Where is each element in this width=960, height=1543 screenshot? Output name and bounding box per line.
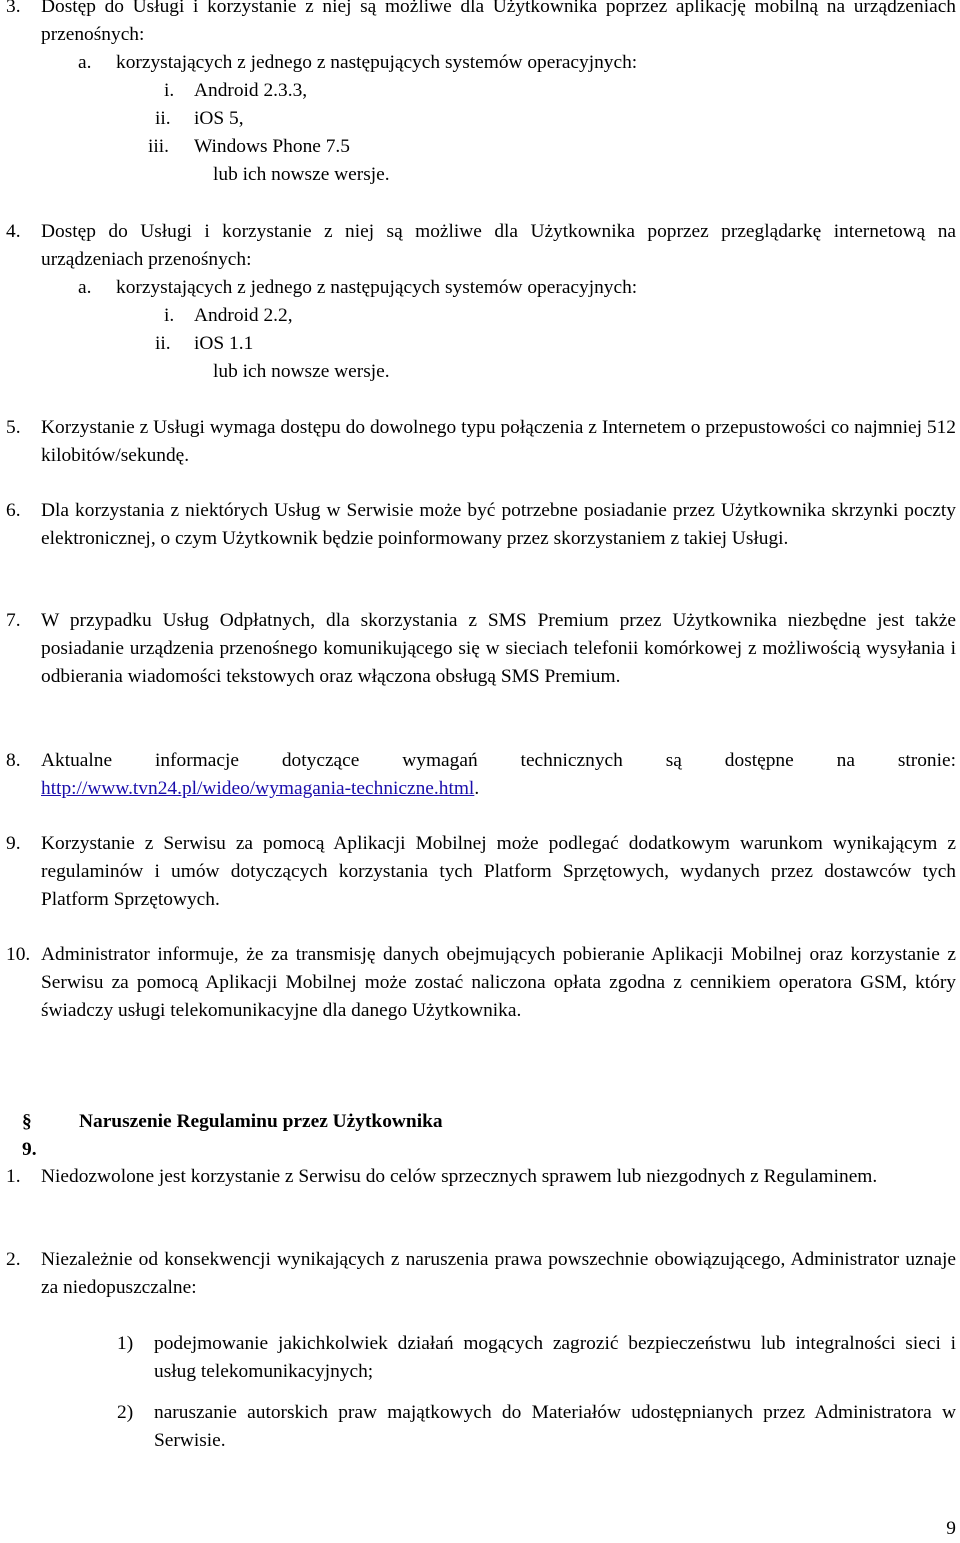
document-page: 3. Dostęp do Usługi i korzystanie z niej są możliwe dla Użytkownika poprzez aplikację mobilną na urządzeniach przenośnych: a. korzystających z jednego z następujących systemów operacyjnych: i. Android 2.3.3, ii. iOS 5, iii. Windows Phone 7.5 lub ich nowsze wersje. 4. Dostęp do Usługi i korzystanie z niej są możliwe dla Użytkownika poprzez przeglądarkę internetową na urządzeniach przenośnych: a. korzystających z jednego z następujących systemów operacyjnych: i. Android 2.2, ii. iOS 1.1 lub ich nowsze wersje. 5. Korzystanie z Usługi wymaga dostępu do dowolnego typu połączenia z Internetem o przepustowości co najmniej 512 kilobitów/sekundę. 6. Dla korzystania z niektórych Usług w Serwisie może być potrzebne posiadanie przez Użytkownika skrzynki poczty elektronicznej, o czym Użytkownik będzie poinformowany przez skorzystaniem z takiej Usługi. 7. W przypadku Usług Odpłatnych, dla skorzystania z SMS Premium przez Użytkownika niezbędne jest także posiadanie urządzenia przenośnego komunikującego się w sieciach telefonii komórkowej z możliwością wysyłania i odbierania wiadomości tekstowych oraz włączona obsługą SMS Premium. 8. Aktualne informacje dotyczące wymagań technicznych są dostępne na stronie: http://www.tvn24.pl/wideo/wymagania-techniczne.html. 9. Korzystanie z Serwisu za pomocą Aplikacji Mobilnej może podlegać dodatkowym warunkom wynikającym z regulaminów i umów dotyczących korzystania tych Platform Sprzętowych, wydanych przez dostawców tych Platform Sprzętowych. 10. Administrator informuje, że za transmisję danych obejmujących pobieranie Aplikacji Mobilnej oraz korzystanie z Serwisu za pomocą Aplikacji Mobilnej może zostać naliczona opłata zgodna z cennikiem operatora GSM, który świadczy usługi telekomunikacyjne dla danego Użytkownika. § 9. Naruszenie Regulaminu przez Użytkownika 1. Niedozwolone jest korzystanie z Serwisu do celów sprzecznych sprawem lub niezgodnych z Regulaminem. 2. Niezależnie od konsekwencji wynikających z naruszenia prawa powszechnie obowiązującego, Administrator uznaje za niedopuszczalne: 1) podejmowanie jakichkolwiek działań mogących zagrozić bezpieczeństwu lub integralności sieci i usług telekomunikacyjnych; 2) naruszanie autorskich praw majątkowych do Materiałów udostępnianych przez Administratora w Serwisie. 9 <box>0 0 960 1537</box>
paragraph-text: Dostęp do Usługi i korzystanie z niej są możliwe dla Użytkownika poprzez aplikację mobilną na urządzeniach przenośnych: <box>41 0 956 45</box>
paragraph-8: 8. Aktualne informacje dotyczące wymagań technicznych są dostępne na stronie: <box>6 750 956 771</box>
paragraph-text: Dostęp do Usługi i korzystanie z niej są możliwe dla Użytkownika poprzez przeglądarkę internetową na urządzeniach przenośnych: <box>41 221 956 270</box>
paragraph-number: 3. <box>6 0 21 17</box>
paragraph-3 <box>0 0 956 49</box>
paragraph-7: 7. W przypadku Usług Odpłatnych, dla skorzystania z SMS Premium przez Użytkownika niezbędne jest także posiadanie urządzenia przenośnego komunikującego się w sieciach telefonii komórkowej z możliwością wysyłania i odbierania wiadomości tekstowych oraz włączona obsługą SMS Premium. <box>6 610 956 687</box>
section-title: Naruszenie Regulaminu przez Użytkownika <box>79 1111 443 1132</box>
paragraph-8-link-line: http://www.tvn24.pl/wideo/wymagania-techniczne.html. <box>41 778 480 799</box>
section-subitem-1: 1) podejmowanie jakichkolwiek działań mogących zagrozić bezpieczeństwu lub integralności sieci i usług telekomunikacyjnych; <box>117 1333 956 1382</box>
sub-text: korzystających z jednego z następujących systemów operacyjnych: <box>116 52 638 73</box>
sub-marker: a. <box>78 52 92 73</box>
page-number: 9 <box>946 1518 956 1539</box>
section-item-2: 2. Niezależnie od konsekwencji wynikających z naruszenia prawa powszechnie obowiązującego, Administrator uznaje za niedopuszczalne: <box>6 1249 956 1298</box>
paragraph-9: 9. Korzystanie z Serwisu za pomocą Aplikacji Mobilnej może podlegać dodatkowym warunkom wynikającym z regulaminów i umów dotyczących korzystania tych Platform Sprzętowych, wydanych przez dostawców tych Platform Sprzętowych. <box>6 833 956 910</box>
paragraph-6: 6. Dla korzystania z niektórych Usług w Serwisie może być potrzebne posiadanie przez Użytkownika skrzynki poczty elektronicznej, o czym Użytkownik będzie poinformowany przez skorzystaniem z takiej Usługi. <box>6 500 956 549</box>
paragraph-4 <box>0 218 956 274</box>
paragraph-5: 5. Korzystanie z Usługi wymaga dostępu do dowolnego typu połączenia z Internetem o przepustowości co najmniej 512 kilobitów/sekundę. <box>6 417 956 466</box>
section-item-1: 1. Niedozwolone jest korzystanie z Serwisu do celów sprzecznych sprawem lub niezgodnych z Regulaminem. <box>6 1166 878 1187</box>
requirements-link[interactable]: http://www.tvn24.pl/wideo/wymagania-techniczne.html <box>41 778 475 799</box>
paragraph-10: 10. Administrator informuje, że za transmisję danych obejmujących pobieranie Aplikacji Mobilnej oraz korzystanie z Serwisu za pomocą Aplikacji Mobilnej może zostać naliczona opłata zgodna z cennikiem operatora GSM, który świadczy usługi telekomunikacyjne dla danego Użytkownika. <box>6 944 956 1021</box>
section-number: § 9. <box>22 1111 37 1160</box>
paragraph-number: 4. <box>6 221 21 242</box>
section-subitem-2: 2) naruszanie autorskich praw majątkowych do Materiałów udostępnianych przez Administratora w Serwisie. <box>117 1402 956 1451</box>
